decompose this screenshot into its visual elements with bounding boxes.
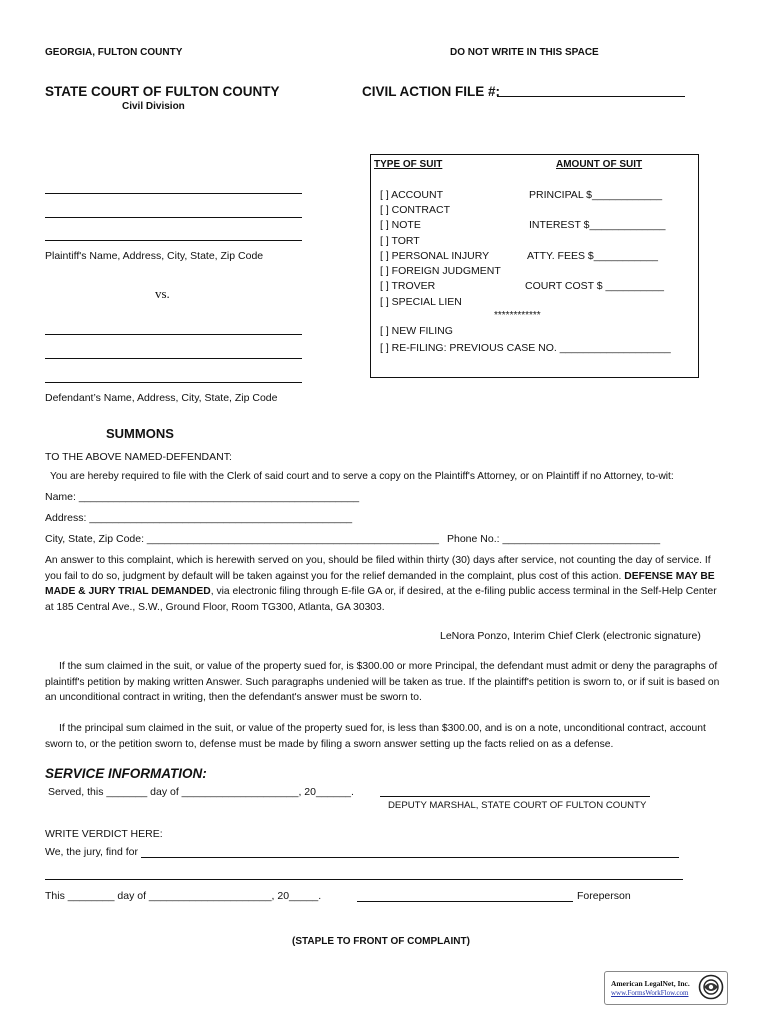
defendant-line-3[interactable] [45,382,302,383]
summons-title: SUMMONS [106,426,174,441]
suit-type-contract[interactable]: [ ] CONTRACT [380,204,450,216]
to-defendant-label: TO THE ABOVE NAMED-DEFENDANT: [45,451,232,463]
atty-fees-field[interactable]: ATTY. FEES $___________ [527,250,658,262]
new-filing-checkbox[interactable]: [ ] NEW FILING [380,325,453,337]
marshal-signature-line[interactable] [380,796,650,797]
service-info-title: SERVICE INFORMATION: [45,766,207,781]
company-name: American LegalNet, Inc. [611,979,690,988]
vs-label: vs. [155,286,170,301]
suit-type-trover[interactable]: [ ] TROVER [380,280,436,292]
type-of-suit-header: TYPE OF SUIT [374,159,443,170]
court-cost-field[interactable]: COURT COST $ __________ [525,280,664,292]
court-title: STATE COURT OF FULTON COUNTY [45,84,280,99]
refiling-checkbox[interactable]: [ ] RE-FILING: PREVIOUS CASE NO. ___________________ [380,342,671,354]
verdict-date-field[interactable]: This ________ day of _____________________, 20_____. [45,890,322,902]
foreperson-label: Foreperson [577,890,631,902]
principal-field[interactable]: PRINCIPAL $____________ [529,189,663,201]
suit-type-special-lien[interactable]: [ ] SPECIAL LIEN [380,296,462,308]
attorney-name-field[interactable]: Name: ________________________________________________ [45,491,360,503]
over-300-paragraph: If the sum claimed in the suit, or value of the property sued for, is $300.00 or more Principal, the defendant must admit or deny the paragraphs of plaintiff's petition by making written Answer. Such paragraphs undenied will be taken as true. If the plaintiff's petition is sworn to, or if suit is based on an unconditional contract in writing, then the defendant's answer must be sworn to. [45,661,720,703]
plaintiff-label: Plaintiff's Name, Address, City, State, Zip Code [45,250,264,262]
attorney-phone-field[interactable]: Phone No.: ___________________________ [447,533,661,545]
required-text: You are hereby required to file with the Clerk of said court and to serve a copy on the Plaintiff's Attorney, or on Plaintiff if no Attorney, to-wit: [50,471,674,482]
staple-note: (STAPLE TO FRONT OF COMPLAINT) [292,936,470,947]
plaintiff-line-1[interactable] [45,193,302,194]
attorney-address-field[interactable]: Address: _____________________________________________ [45,512,353,524]
clerk-signature: LeNora Ponzo, Interim Chief Clerk (electronic signature) [440,630,701,642]
attorney-city-field[interactable]: City, State, Zip Code: __________________________________________________ [45,533,439,545]
stars-divider: ************ [494,310,541,321]
suit-type-personal-injury[interactable]: [ ] PERSONAL INJURY [380,250,490,262]
do-not-write-label: DO NOT WRITE IN THIS SPACE [450,47,599,58]
company-url[interactable]: www.FormsWorkFlow.com [611,989,689,997]
globe-icon [698,974,724,1000]
interest-field[interactable]: INTEREST $_____________ [529,219,666,231]
suit-type-note[interactable]: [ ] NOTE [380,219,421,231]
defendant-label: Defendant’s Name, Address, City, State, Zip Code [45,392,278,404]
under-300-paragraph: If the principal sum claimed in the suit, or value of the property sued for, is less than $300.00, and is on a note, unconditional contract, account sworn to, or the petition sworn to, defense must be made by filing a sworn answer setting up the facts relied on as a defense. [45,723,706,750]
answer-paragraph: An answer to this complaint, which is herewith served on you, should be filed within thirty (30) days after service, not counting the day of service. If you fail to do so, judgment by default will be taken against you for the relief demanded in the complaint, plus cost of this action. DEFENSE MAY BE MADE & JURY TRIAL DEMANDED, via electronic filing through E-file GA or, if desired, at the e-filing public access terminal in the Self-Help Center at 185 Central Ave., S.W., Ground Floor, Room TG300, Atlanta, GA 30303. [45,555,717,613]
suit-type-account[interactable]: [ ] ACCOUNT [380,189,444,201]
verdict-label: WRITE VERDICT HERE: [45,828,163,840]
suit-type-tort[interactable]: [ ] TORT [380,235,420,247]
marshal-label: DEPUTY MARSHAL, STATE COURT OF FULTON COUNTY [388,800,647,811]
jury-find-label: We, the jury, find for [45,846,138,858]
american-legalnet-logo [604,971,728,1005]
civil-action-label: CIVIL ACTION FILE #: [362,84,501,99]
county-label: GEORGIA, FULTON COUNTY [45,47,183,58]
defendant-line-1[interactable] [45,334,302,335]
verdict-line-2[interactable] [45,879,683,880]
served-field[interactable]: Served, this _______ day of ____________________, 20______. [48,786,354,798]
plaintiff-line-2[interactable] [45,217,302,218]
amount-of-suit-header: AMOUNT OF SUIT [556,159,643,170]
foreperson-signature-line[interactable] [357,901,573,902]
division-label: Civil Division [122,101,185,112]
civil-action-field[interactable] [497,96,685,97]
defendant-line-2[interactable] [45,358,302,359]
plaintiff-line-3[interactable] [45,240,302,241]
verdict-line-1[interactable] [141,857,679,858]
suit-type-foreign-judgment[interactable]: [ ] FOREIGN JUDGMENT [380,265,501,277]
